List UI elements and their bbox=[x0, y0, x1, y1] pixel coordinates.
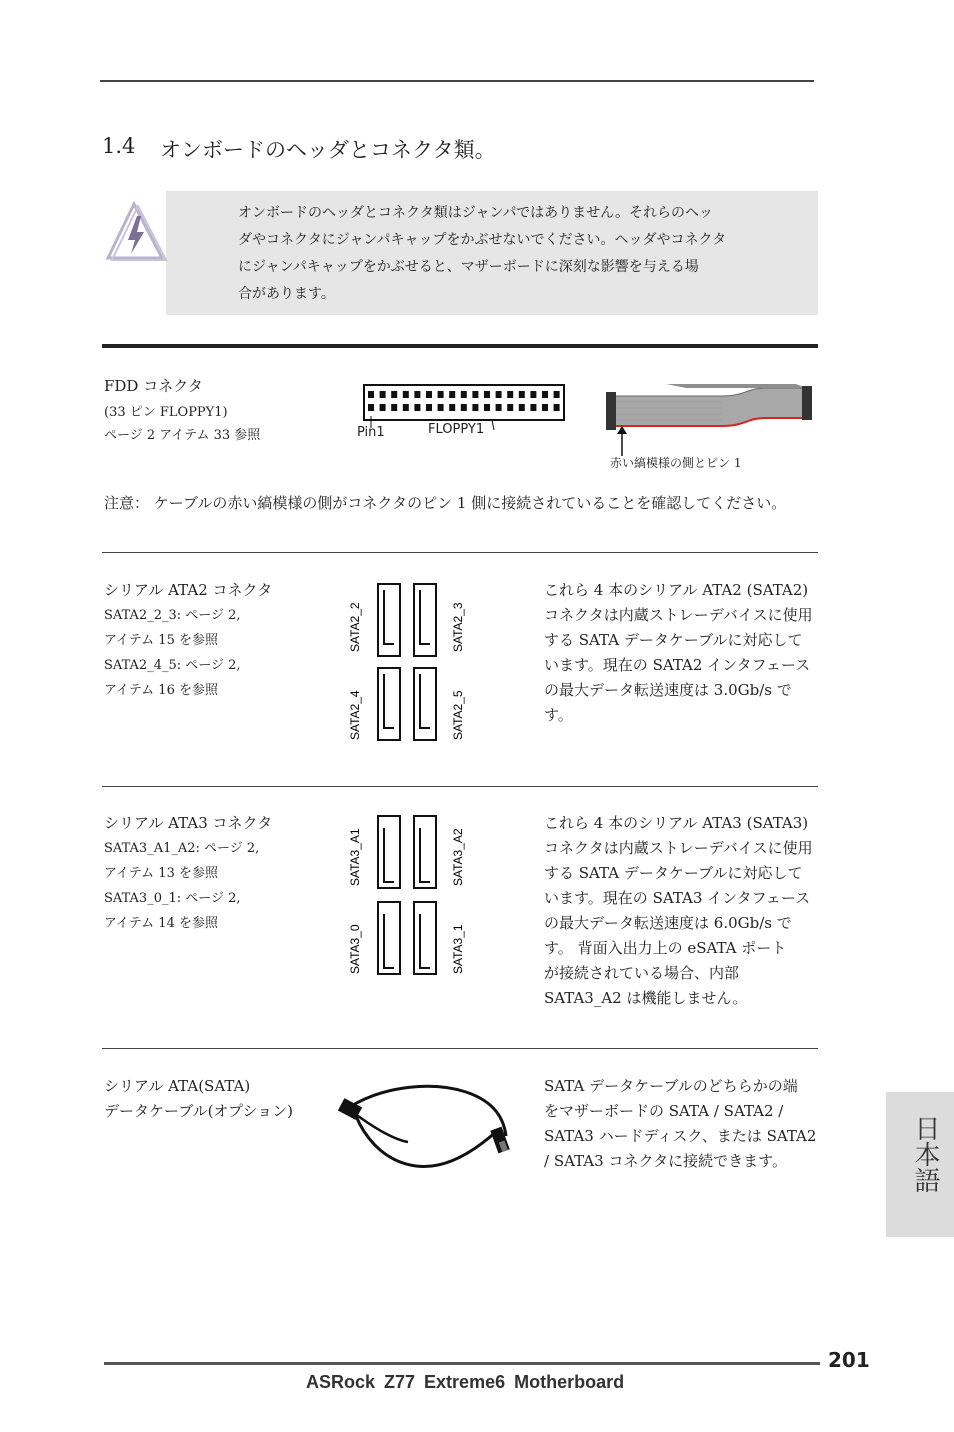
warning-line: ダやコネクタにジャンパキャップをかぶせないでください。ヘッダやコネクタ bbox=[238, 232, 727, 248]
section-number: 1.4 bbox=[102, 134, 136, 158]
sata3-desc-line: これら 4 本のシリアル ATA3 (SATA3) bbox=[544, 814, 809, 832]
divider-cable bbox=[102, 1048, 818, 1049]
sata3-ref: アイテム 14 を参照 bbox=[104, 916, 218, 931]
sata2-desc-line: の最大データ転送速度は 3.0Gb/s で bbox=[544, 681, 792, 699]
floppy-pin bbox=[472, 391, 478, 398]
cable-desc-line: をマザーボードの SATA / SATA2 / bbox=[544, 1102, 784, 1120]
floppy-pin bbox=[507, 391, 513, 398]
floppy-pin bbox=[496, 391, 502, 398]
floppy-pin bbox=[426, 404, 432, 411]
cable-description bbox=[544, 1074, 818, 1174]
footer-text: ASRock Z77 Extreme6 Motherboard bbox=[306, 1372, 625, 1392]
sata2-description bbox=[544, 578, 818, 728]
floppy-pin bbox=[391, 391, 397, 398]
floppy-pin bbox=[380, 391, 386, 398]
section-thick-rule bbox=[102, 344, 818, 348]
sata3-desc-line: います。現在の SATA3 インタフェース bbox=[544, 889, 811, 907]
floppy-pin bbox=[414, 404, 420, 411]
sata2-desc-line: これら 4 本のシリアル ATA2 (SATA2) bbox=[544, 581, 809, 599]
floppy-pin bbox=[461, 391, 467, 398]
floppy-pin bbox=[554, 391, 560, 398]
sata2-label: SATA2_3 bbox=[451, 602, 465, 652]
divider-sata2 bbox=[102, 552, 818, 553]
sata2-ref: SATA2_2_3: ページ 2, bbox=[104, 608, 241, 623]
sata3-ref: SATA3_A1_A2: ページ 2, bbox=[104, 841, 260, 856]
warning-text bbox=[238, 200, 758, 308]
sata2-label: SATA2_4 bbox=[348, 690, 362, 740]
floppy-pin bbox=[542, 404, 548, 411]
floppy-pin bbox=[461, 404, 467, 411]
floppy-pin bbox=[542, 391, 548, 398]
floppy-pin bbox=[403, 404, 409, 411]
sata2-desc-line: います。現在の SATA2 インタフェース bbox=[544, 656, 811, 674]
sata3-description bbox=[544, 811, 818, 1011]
sata3-desc-line: SATA3_A2 は機能しません。 bbox=[544, 989, 748, 1007]
sata2-label: SATA2_2 bbox=[348, 602, 362, 652]
sata3-label: SATA3_0 bbox=[348, 924, 362, 974]
floppy-cable-image bbox=[606, 382, 816, 442]
top-rule bbox=[100, 80, 814, 82]
sata2-desc-line: する SATA データケーブルに対応して bbox=[544, 631, 803, 649]
sata2-ref: アイテム 16 を参照 bbox=[104, 683, 218, 698]
sata2-desc-line: コネクタは内蔵ストレーデバイスに使用 bbox=[544, 606, 813, 624]
cable-caption: 赤い縞模様の側とピン 1 bbox=[610, 456, 742, 470]
page-number: 201 bbox=[828, 1348, 870, 1372]
floppy-pin bbox=[449, 391, 455, 398]
floppy-pin bbox=[530, 404, 536, 411]
cable-desc-line: SATA3 ハードディスク、または SATA2 bbox=[544, 1127, 817, 1145]
arrow-up-icon bbox=[615, 426, 629, 456]
sata2-ref: SATA2_4_5: ページ 2, bbox=[104, 658, 241, 673]
floppy-pin bbox=[403, 391, 409, 398]
floppy-pin bbox=[368, 391, 374, 398]
fdd-note: 注意： ケーブルの赤い縞模様の側がコネクタのピン 1 側に接続されていることを確認してください。 bbox=[104, 494, 787, 512]
floppy-pin bbox=[507, 404, 513, 411]
floppy-pin1-label: Pin1 bbox=[357, 425, 385, 440]
sata3-label: SATA3_A2 bbox=[451, 828, 465, 886]
fdd-reference: ページ 2 アイテム 33 参照 bbox=[104, 428, 261, 443]
sata3-label: SATA3_1 bbox=[451, 924, 465, 974]
floppy-pin bbox=[438, 404, 444, 411]
fdd-title: FDD コネクタ bbox=[104, 377, 203, 395]
sata3-title: シリアル ATA3 コネクタ bbox=[104, 814, 273, 832]
sata2-info bbox=[104, 578, 272, 703]
floppy-pin bbox=[484, 404, 490, 411]
sata3-desc-line: す。 背面入出力上の eSATA ポート bbox=[544, 939, 787, 957]
floppy-pin bbox=[519, 391, 525, 398]
floppy-pin bbox=[380, 404, 386, 411]
floppy-pin bbox=[472, 404, 478, 411]
sata3-desc-line: コネクタは内蔵ストレーデバイスに使用 bbox=[544, 839, 813, 857]
cable-subtitle: データケーブル(オプション) bbox=[104, 1102, 294, 1120]
footer-rule bbox=[104, 1362, 820, 1365]
sata2-label: SATA2_5 bbox=[451, 690, 465, 740]
floppy-pin bbox=[554, 404, 560, 411]
divider-sata3 bbox=[102, 786, 818, 787]
warning-line: にジャンパキャップをかぶせると、マザーボードに深刻な影響を与える場 bbox=[238, 259, 699, 275]
sata3-desc-line: する SATA データケーブルに対応して bbox=[544, 864, 803, 882]
floppy-pin bbox=[530, 391, 536, 398]
sata2-connector-diagram bbox=[340, 578, 480, 746]
section-title: オンボードのヘッダとコネクタ類。 bbox=[160, 138, 496, 162]
sata2-ref: アイテム 15 を参照 bbox=[104, 633, 218, 648]
sata3-label: SATA3_A1 bbox=[348, 828, 362, 886]
language-tab-label: 日本語 bbox=[910, 1115, 940, 1193]
sata3-desc-line: が接続されている場合、内部 bbox=[544, 964, 740, 982]
sata3-ref: アイテム 13 を参照 bbox=[104, 866, 218, 881]
cable-title: シリアル ATA(SATA) bbox=[104, 1077, 251, 1095]
floppy-pin bbox=[449, 404, 455, 411]
floppy-pin bbox=[391, 404, 397, 411]
sata3-ref: SATA3_0_1: ページ 2, bbox=[104, 891, 241, 906]
floppy-pin bbox=[496, 404, 502, 411]
floppy-pin bbox=[484, 391, 490, 398]
floppy-pin bbox=[414, 391, 420, 398]
sata3-connector-diagram bbox=[340, 810, 480, 982]
floppy-pin bbox=[519, 404, 525, 411]
warning-line: オンボードのヘッダとコネクタ類はジャンパではありません。それらのヘッ bbox=[238, 205, 714, 221]
cable-desc-line: / SATA3 コネクタに接続できます。 bbox=[544, 1152, 787, 1170]
sata2-desc-line: す。 bbox=[544, 706, 573, 724]
fdd-subtitle: (33 ピン FLOPPY1) bbox=[104, 405, 228, 420]
warning-icon bbox=[104, 200, 168, 264]
cable-desc-line: SATA データケーブルのどちらかの端 bbox=[544, 1077, 798, 1095]
sata3-info bbox=[104, 811, 272, 936]
floppy-pin bbox=[426, 391, 432, 398]
floppy-pin bbox=[438, 391, 444, 398]
floppy-name-label: FLOPPY1 bbox=[428, 422, 485, 437]
sata-cable-image bbox=[336, 1080, 526, 1176]
sata3-desc-line: の最大データ転送速度は 6.0Gb/s で bbox=[544, 914, 792, 932]
warning-line: 合があります。 bbox=[238, 286, 335, 302]
floppy-pin bbox=[368, 404, 374, 411]
sata2-title: シリアル ATA2 コネクタ bbox=[104, 581, 273, 599]
